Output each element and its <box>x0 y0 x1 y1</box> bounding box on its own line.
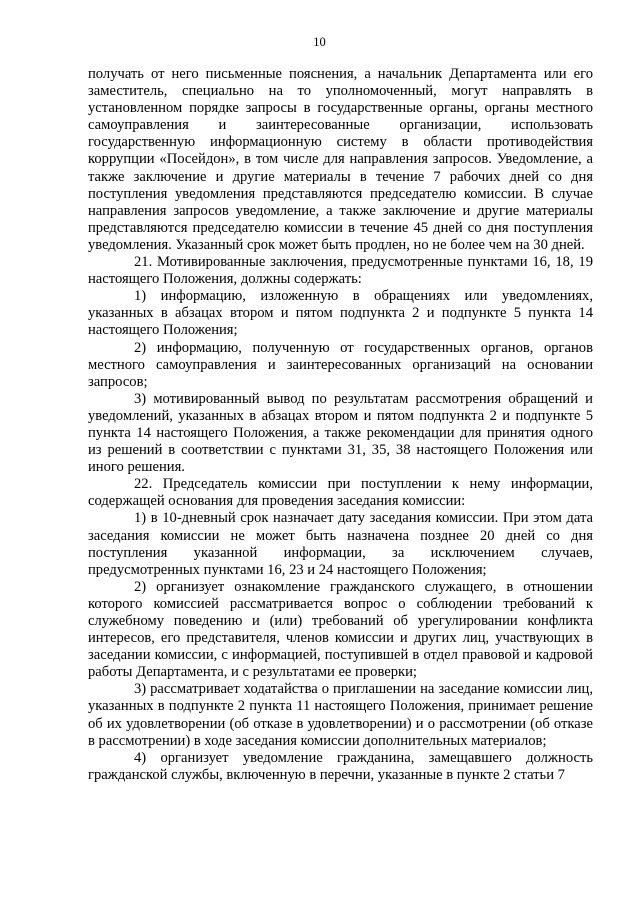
paragraph-22-subitem-3: 3) рассматривает ходатайства о приглашении на заседание комиссии лиц, указанных в подпункте 2 пункта 11 настоящего Положения, принимает решение об их удовлетворении (об отказе в удовлетворении) и о рассмотрении (об отказе в рассмотрении) в ходе заседания комиссии дополнительных материалов; <box>88 681 593 749</box>
paragraph-22-subitem-1: 1) в 10-дневный срок назначает дату заседания комиссии. При этом дата заседания комиссии не может быть назначена позднее 20 дней со дня поступления указанной информации, за исключением случаев, предусмотренных пунктами 16, 23 и 24 настоящего Положения; <box>88 510 593 578</box>
paragraph-21-subitem-3: 3) мотивированный вывод по результатам рассмотрения обращений и уведомлений, указанных в абзацах втором и пятом подпункта 2 и подпункте 5 пункта 14 настоящего Положения, а также рекомендации для принятия одного из решений в соответствии с пунктами 31, 35, 38 настоящего Положения или иного решения. <box>88 390 593 476</box>
paragraph-item-22: 22. Председатель комиссии при поступлении к нему информации, содержащей основания для проведения заседания комиссии: <box>88 476 593 510</box>
page-number: 10 <box>313 35 326 49</box>
paragraph-21-subitem-2: 2) информацию, полученную от государственных органов, органов местного самоуправления и заинтересованных организаций на основании запросов; <box>88 339 593 390</box>
paragraph-21-subitem-1: 1) информацию, изложенную в обращениях или уведомлениях, указанных в абзацах втором и пятом подпункта 2 и подпункте 5 пункта 14 настоящего Положения; <box>88 288 593 339</box>
paragraph-item-21: 21. Мотивированные заключения, предусмотренные пунктами 16, 18, 19 настоящего Положения, должны содержать: <box>88 254 593 288</box>
paragraph-continuation: получать от него письменные пояснения, а начальник Департамента или его заместитель, специально на то уполномоченный, могут направлять в установленном порядке запросы в государственные органы, органы местного самоуправления и заинтересованные организации, использовать государственную информационную систему в области противодействия коррупции «Посейдон», в том числе для направления запросов. Уведомление, а также заключение и другие материалы в течение 7 рабочих дней со дня поступления уведомления представляются председателю комиссии. В случае направления запросов уведомление, а также заключение и другие материалы представляются председателю комиссии в течение 45 дней со дня поступления уведомления. Указанный срок может быть продлен, но не более чем на 30 дней. <box>88 66 593 253</box>
paragraph-22-subitem-2: 2) организует ознакомление гражданского служащего, в отношении которого комиссией рассматривается вопрос о соблюдении требований к служебному поведению и (или) требований об урегулировании конфликта интересов, его представителя, членов комиссии и других лиц, участвующих в заседании комиссии, с информацией, поступившей в отдел правовой и кадровой работы Департамента, и с результатами ее проверки; <box>88 578 593 681</box>
paragraph-22-subitem-4: 4) организует уведомление гражданина, замещавшего должность гражданской службы, включенную в перечни, указанные в пункте 2 статьи 7 <box>88 749 593 783</box>
document-body <box>88 66 593 784</box>
